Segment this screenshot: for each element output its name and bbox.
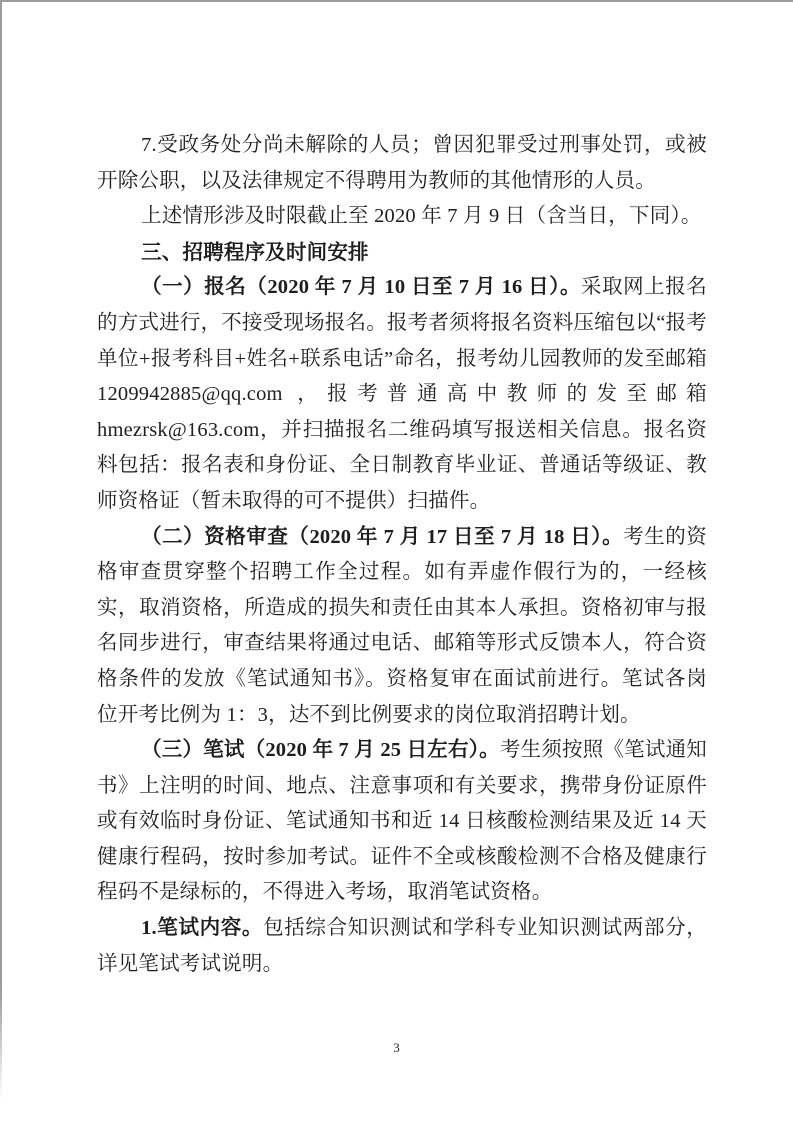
- paragraph-text: 上述情形涉及时限截止至 2020 年 7 月 9 日（含当日，下同）。: [141, 205, 702, 228]
- page-number: 3: [393, 1040, 400, 1055]
- paragraph-text: 包括综合知识测试和学科专业知识测试两部分，详见笔试考试说明。: [97, 917, 708, 975]
- page-footer: [0, 1040, 793, 1056]
- scan-edge-left: [0, 0, 2, 1100]
- paragraph: [97, 199, 707, 235]
- paragraph: [97, 270, 707, 519]
- paragraph-text: 考生须按照《笔试通知书》上注明的时间、地点、注意事项和有关要求，携带身份证原件或有效临时身份证、笔试通知书和近 14 日核酸检测结果及近 14 天健康行程码，按时参加考试。证件不全或核酸检测不合格及健康行程码不是绿标的，不得进入考场，取消笔试资格。: [97, 739, 708, 904]
- paragraph-text: 7.受政务处分尚未解除的人员；曾因犯罪受过刑事处罚，或被开除公职，以及法律规定不得聘用为教师的其他情形的人员。: [97, 134, 707, 192]
- paragraph-lead-bold: （一）报名（2020 年 7 月 10 日至 7 月 16 日）。: [141, 276, 582, 299]
- paragraph-lead-bold: （三）笔试（2020 年 7 月 25 日左右）。: [141, 739, 500, 762]
- paragraph: [97, 520, 707, 734]
- section-heading: [97, 235, 707, 271]
- paragraph: [97, 911, 707, 982]
- paragraph-lead-bold: 三、招聘程序及时间安排: [141, 239, 369, 264]
- paragraph-lead-bold: （二）资格审查（2020 年 7 月 17 日至 7 月 18 日）。: [141, 525, 624, 548]
- paragraph-text: 考生的资格审查贯穿整个招聘工作全过程。如有弄虚作假行为的，一经核实，取消资格，所造成的损失和责任由其本人承担。资格初审与报名同步进行，审查结果将通过电话、邮箱等形式反馈本人，符合资格条件的发放《笔试通知书》。资格复审在面试前进行。笔试各岗位开考比例为 1：3，达不到比例要求的岗位取消招聘计划。: [97, 525, 708, 726]
- scan-edge-top: [0, 0, 793, 2]
- paragraph: [97, 128, 707, 199]
- paragraph-text: 采取网上报名的方式进行，不接受现场报名。报考者须将报名资料压缩包以“报考单位+报考科目+姓名+联系电话”命名，报考幼儿园教师的发至邮箱 1209942885@qq.com ，报考普通高中教师的发至邮箱 hmezrsk@163.com，并扫描报名二维码填写报送相关信息。报名资料包括：报名表和身份证、全日制教育毕业证、普通话等级证、教师资格证（暂未取得的可不提供）扫描件。: [97, 276, 707, 512]
- document-body: [97, 128, 707, 982]
- paragraph: [97, 733, 707, 911]
- paragraph-lead-bold: 1.笔试内容。: [141, 917, 264, 940]
